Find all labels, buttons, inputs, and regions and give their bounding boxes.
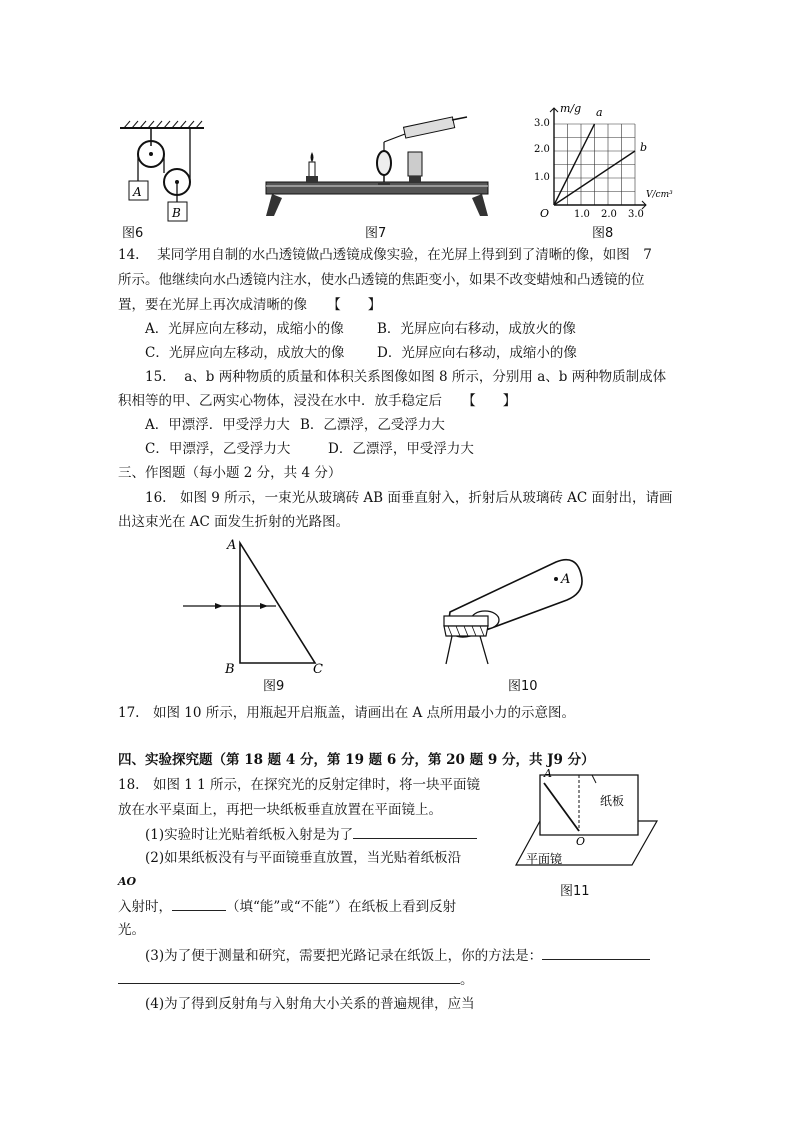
q18-line-2: 放在水平桌面上，再把一块纸板垂直放置在平面镜上。 — [118, 802, 442, 818]
q18-answer-3-blank-b[interactable] — [118, 969, 460, 984]
fig9-vertex-c: C — [313, 662, 323, 677]
fig8-ytick-3: 3.0 — [534, 118, 550, 129]
figure-8-mass-volume-chart — [534, 100, 684, 230]
figure-11-reflection-board — [504, 765, 664, 880]
fig10-point-a: A — [561, 572, 571, 587]
q16-line-1: 16. 如图 9 所示，一束光从玻璃砖 AB 面垂直射入，折射后从玻璃砖 AC 面射出，请画 — [145, 490, 673, 506]
fig8-grid — [554, 124, 635, 205]
q14-option-d: D．光屏应向右移动，成缩小的像 — [377, 345, 577, 361]
q14-line-2: 所示。他继续向水凸透镜内注水，使水凸透镜的焦距变小，如果不改变蜡烛和凸透镜的位 — [118, 272, 645, 288]
q18-sub-2: (2)如果纸板没有与平面镜垂直放置，当光贴着纸板沿 — [145, 850, 462, 866]
q18-sub-2-b2: （填“能”或“不能”）在纸板上看到反射 — [226, 899, 457, 915]
q14-line-3: 置，要在光屏上再次成清晰的像 【 】 — [118, 297, 382, 313]
figure-9-glass-prism — [175, 533, 335, 678]
fig8-series-b-label: b — [640, 141, 648, 154]
q15-option-b: B．乙漂浮，乙受浮力大 — [300, 417, 445, 433]
fig7-caption: 图7 — [365, 226, 387, 241]
q18-sub-3-cont — [118, 969, 474, 990]
q18-line-1: 18. 如图 1 1 所示，在探究光的反射定律时，将一块平面镜 — [118, 777, 481, 793]
fig8-series-a-label: a — [596, 106, 603, 119]
fig8-ylabel: m/g — [560, 102, 582, 115]
q18-sub-1-text: (1)实验时让光贴着纸板入射是为了 — [145, 827, 354, 843]
q18-sub-2-c: 光。 — [118, 922, 145, 938]
fig6-label-b: B — [172, 206, 181, 220]
q18-sub-3-text: (3)为了便于测量和研究，需要把光路记录在纸饭上，你的方法是： — [145, 948, 543, 964]
q18-sub-3-end: 。 — [460, 972, 474, 988]
figure-10-bottle-opener — [430, 540, 590, 670]
fig9-caption: 图9 — [263, 679, 285, 694]
q15-line-1: 15. a、b 两种物质的质量和体积关系图像如图 8 所示，分别用 a、b 两种物质制成体 — [145, 369, 667, 385]
fig6-label-a: A — [133, 185, 142, 199]
fig11-mirror: 平面镜 — [526, 852, 563, 866]
q18-sub-2-ao: AO — [118, 875, 137, 888]
q18-answer-2-blank[interactable] — [172, 896, 226, 911]
figure-6-pulley — [118, 118, 208, 228]
fig11-caption: 图11 — [560, 884, 590, 899]
fig8-xtick-2: 2.0 — [601, 209, 617, 220]
fig8-caption: 图8 — [592, 226, 614, 241]
q15-option-a: A．甲漂浮．甲受浮力大 — [145, 417, 290, 433]
q18-sub-3 — [145, 945, 650, 966]
fig8-xlabel: V/cm³ — [646, 190, 673, 200]
fig9-vertex-b: B — [225, 662, 235, 677]
fig9-vertex-a: A — [227, 538, 237, 553]
fig8-xtick-3: 3.0 — [628, 209, 644, 220]
q14-line-1: 14. 某同学用自制的水凸透镜做凸透镜成像实验，在光屏上得到到了清晰的像，如图 7 — [118, 247, 652, 263]
section-4-title: 四、实验探究题（第 18 题 4 分，第 19 题 6 分，第 20 题 9 分，共 J9 分） — [118, 752, 595, 768]
q15-line-2: 积相等的甲、乙两实心物体，浸没在水中．放手稳定后 【 】 — [118, 393, 517, 409]
q14-option-c: C．光屏应向左移动，成放大的像 — [145, 345, 345, 361]
fig8-ytick-1: 1.0 — [534, 172, 550, 183]
fig6-caption: 图6 — [122, 226, 144, 241]
fig11-board: 纸板 — [600, 794, 625, 808]
q14-option-b: B．光屏应向右移动，成放火的像 — [377, 321, 576, 337]
q18-sub-2-b — [118, 896, 456, 917]
q18-sub-4: (4)为了得到反射角与入射角大小关系的普遍规律，应当 — [145, 996, 475, 1012]
q18-answer-1-blank[interactable] — [353, 824, 477, 839]
fig8-origin: O — [540, 207, 550, 220]
q18-answer-3-blank-a[interactable] — [542, 945, 650, 960]
fig11-label-o: O — [576, 835, 586, 848]
q15-option-d: D．乙漂浮，甲受浮力大 — [328, 441, 474, 457]
figure-7-optical-bench — [262, 112, 492, 222]
fig11-label-a: A — [544, 767, 552, 780]
q18-sub-2-b1: 入射时， — [118, 899, 172, 915]
fig8-ytick-2: 2.0 — [534, 144, 550, 155]
q16-line-2: 出这束光在 AC 面发生折射的光路图。 — [118, 514, 350, 530]
q18-sub-1 — [145, 824, 477, 845]
fig8-xtick-1: 1.0 — [574, 209, 590, 220]
fig10-caption: 图10 — [508, 679, 538, 694]
q17-line-1: 17. 如图 10 所示，用瓶起开启瓶盖，请画出在 A 点所用最小力的示意图。 — [118, 705, 576, 721]
q15-option-c: C．甲漂浮，乙受浮力大 — [145, 441, 291, 457]
section-3-title: 三、作图题（每小题 2 分，共 4 分） — [118, 465, 342, 481]
q14-option-a: A．光屏应向左移动，成缩小的像 — [145, 321, 344, 337]
